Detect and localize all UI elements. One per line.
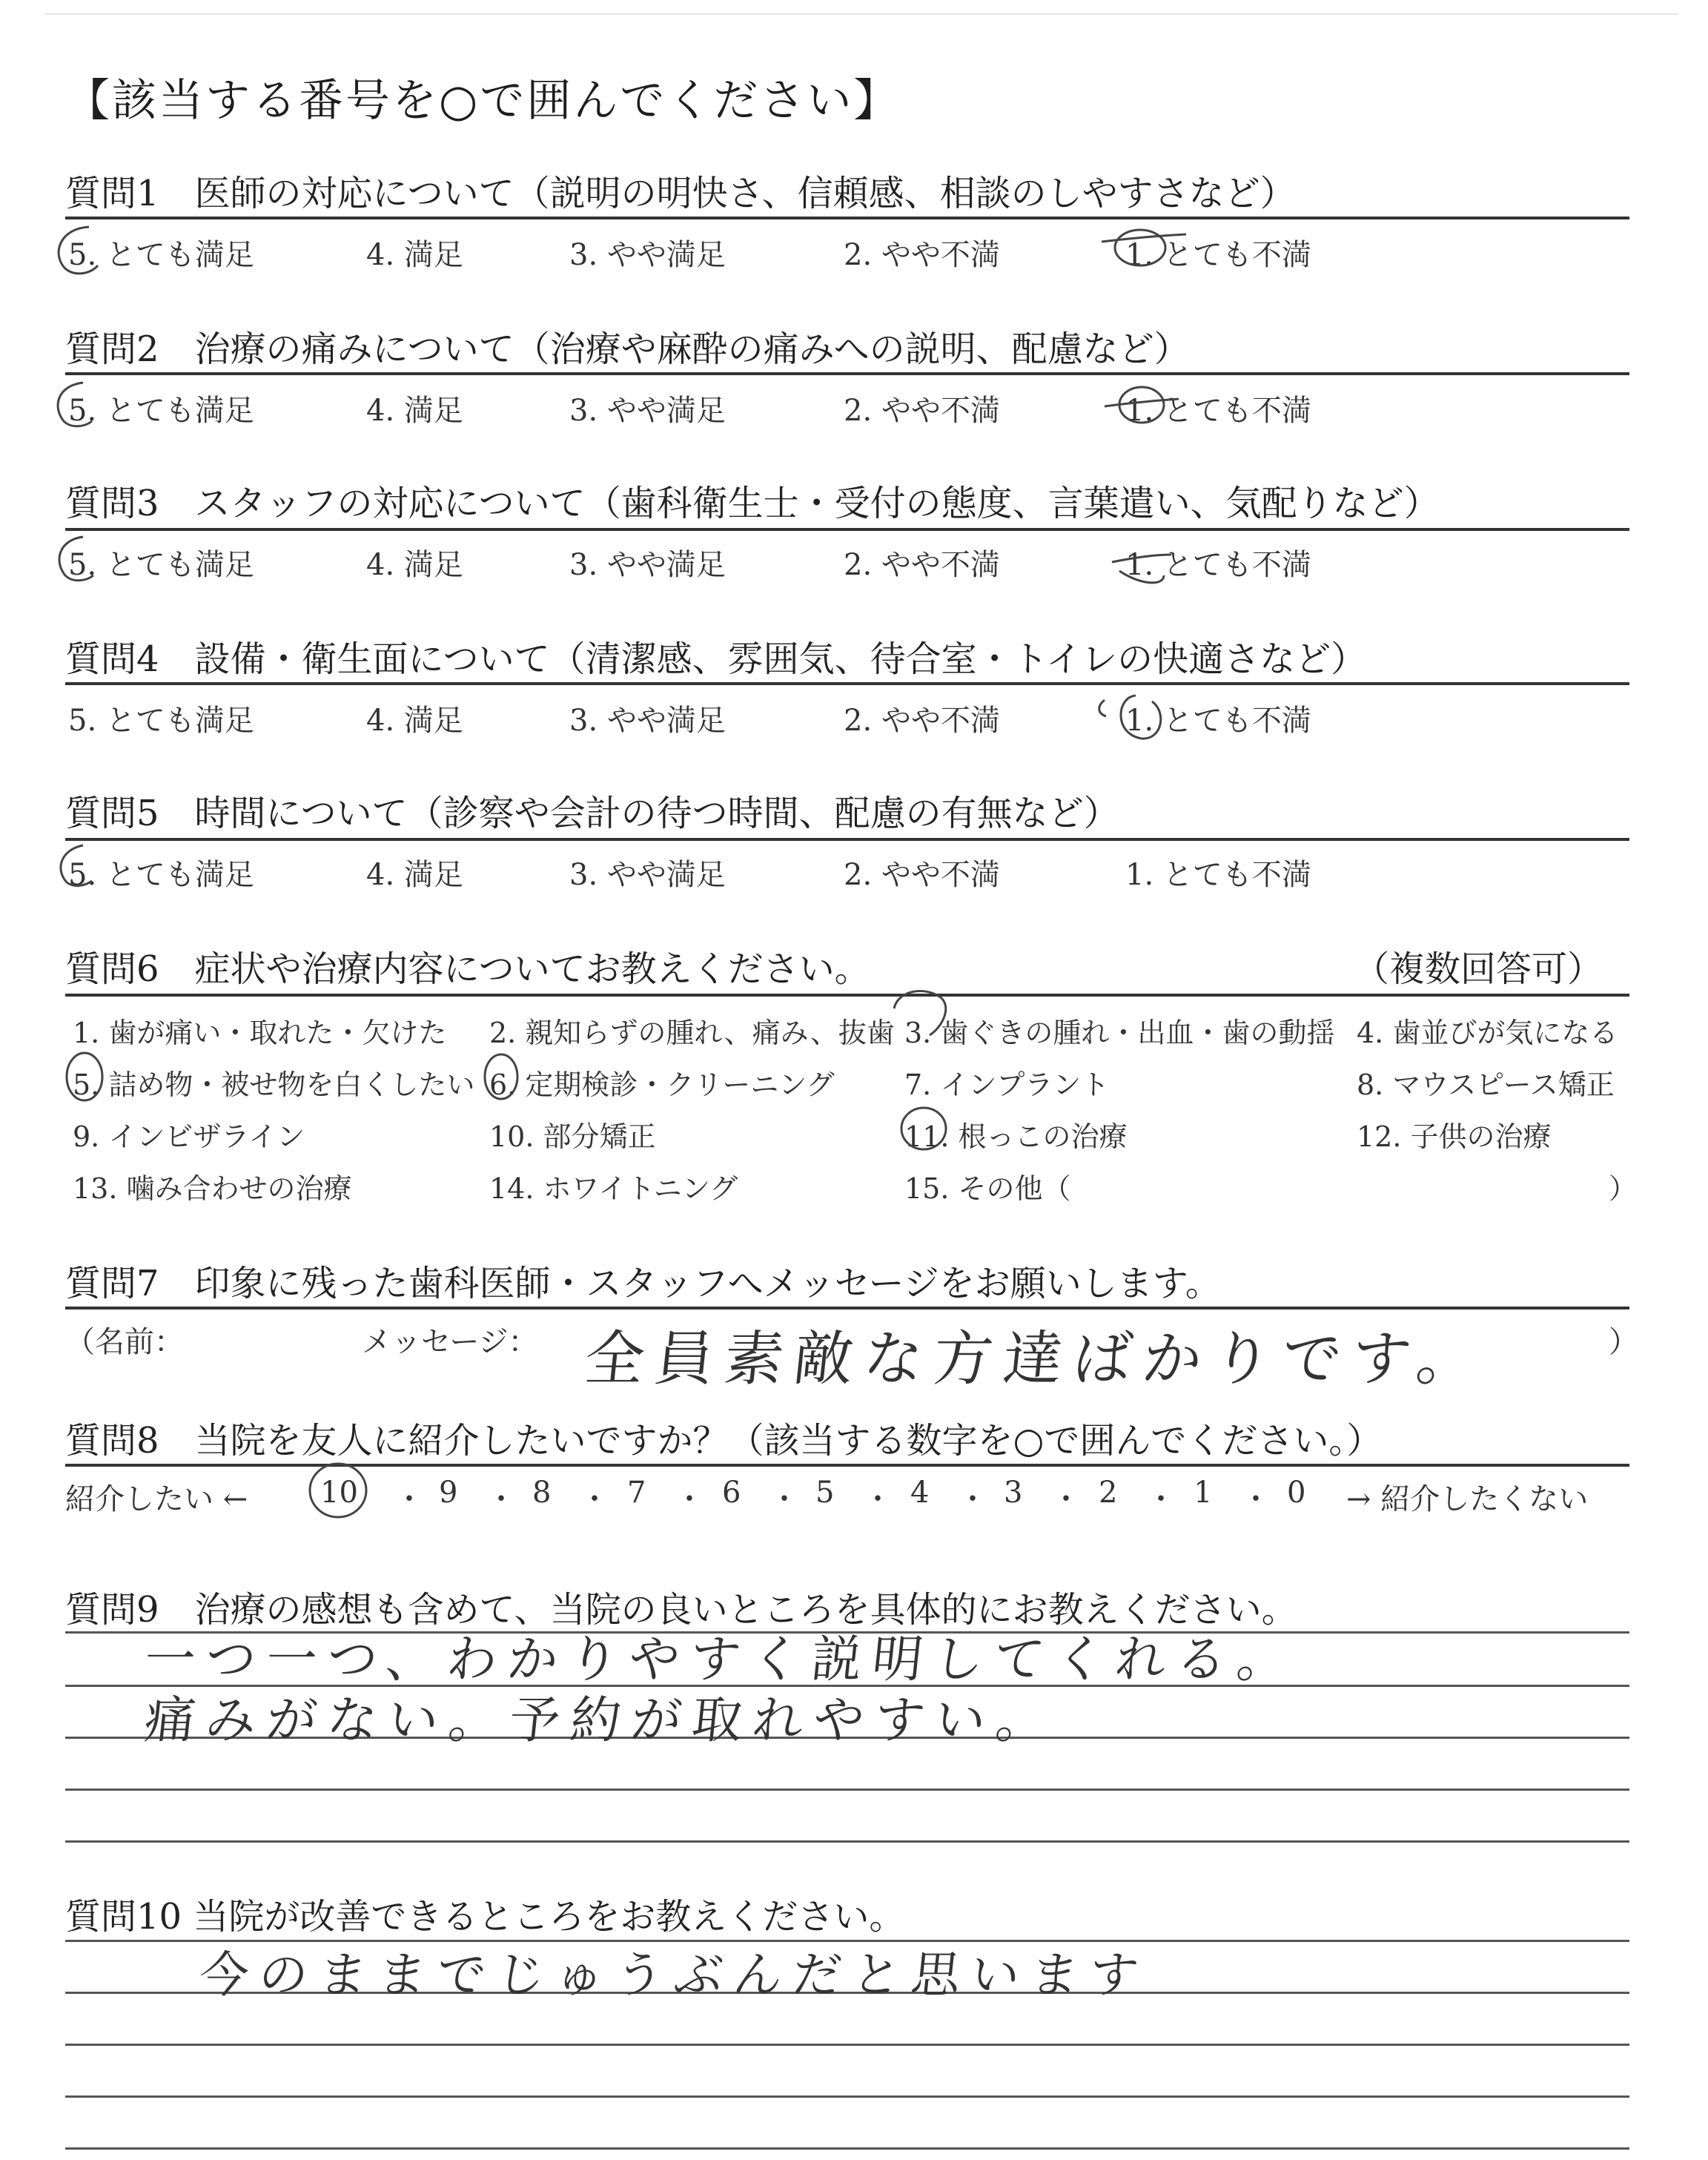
q2-option-5[interactable]: 5. とても満足 (68, 394, 254, 428)
q4-circle-1 (1099, 696, 1161, 739)
message-handwriting[interactable]: 全員素敵な方達ばかりです。 (581, 1324, 1490, 1393)
q9-answer-line-2[interactable]: 痛みがない。予約が取れやすい。 (142, 1691, 1060, 1750)
recommend-7[interactable]: 7 (627, 1476, 646, 1510)
symptom-7[interactable]: 7. インプラント (904, 1069, 1110, 1101)
question-4: 質問4 設備・衛生面について（清潔感、雰囲気、待合室・トイレの快適さなど） (65, 638, 1367, 680)
q1-option-2[interactable]: 2. やや不満 (844, 238, 1000, 272)
q2-option-2[interactable]: 2. やや不満 (844, 394, 1000, 428)
recommend-dot: ・ (1241, 1482, 1271, 1516)
recommend-0[interactable]: 0 (1287, 1476, 1306, 1510)
symptom-6-circle (485, 1054, 517, 1099)
recommend-dot: ・ (580, 1482, 609, 1516)
symptom-12[interactable]: 12. 子供の治療 (1357, 1120, 1552, 1153)
symptom-15[interactable]: 15. その他（ (904, 1172, 1071, 1205)
q4-option-4[interactable]: 4. 満足 (366, 704, 463, 738)
symptom-4[interactable]: 4. 歯並びが気になる (1357, 1017, 1618, 1049)
question-8: 質問8 当院を友人に紹介したいですか？（該当する数字を○で囲んでください。） (65, 1420, 1383, 1462)
q4-option-5[interactable]: 5. とても満足 (68, 704, 254, 738)
q2-option-1[interactable]: 1. とても不満 (1125, 394, 1311, 428)
recommend-dot: ・ (394, 1482, 424, 1516)
question-6-note: （複数回答可） (1354, 948, 1603, 990)
q3-option-2[interactable]: 2. やや不満 (844, 548, 1000, 582)
symptom-1[interactable]: 1. 歯が痛い・取れた・欠けた (73, 1017, 447, 1049)
q10-answer[interactable]: 今のままでじゅうぶんだと思います (196, 1946, 1152, 2004)
q2-circle-1 (1119, 387, 1164, 423)
symptom-13[interactable]: 13. 噛み合わせの治療 (73, 1172, 352, 1205)
recommend-2[interactable]: 2 (1099, 1476, 1118, 1510)
q2-option-3[interactable]: 3. やや満足 (569, 394, 726, 428)
message-label: メッセージ： (362, 1325, 538, 1359)
recommend-1[interactable]: 1 (1194, 1476, 1213, 1510)
q4-option-1[interactable]: 1. とても不満 (1125, 704, 1311, 738)
symptom-5[interactable]: 5. 詰め物・被せ物を白くしたい (73, 1069, 475, 1101)
q2-strike-1 (1105, 399, 1179, 406)
recommend-dot: ・ (486, 1482, 516, 1516)
recommend-3[interactable]: 3 (1004, 1476, 1023, 1510)
q3-option-5[interactable]: 5. とても満足 (68, 548, 254, 582)
symptom-6[interactable]: 6. 定期検診・クリーニング (489, 1069, 835, 1101)
q9-answer-line-1[interactable]: 一つ一つ、わかりやすく説明してくれる。 (142, 1631, 1301, 1689)
q5-option-3[interactable]: 3. やや満足 (569, 858, 726, 892)
recommend-6[interactable]: 6 (722, 1476, 741, 1510)
q1-option-4[interactable]: 4. 満足 (366, 238, 463, 272)
q5-option-1[interactable]: 1. とても不満 (1125, 858, 1311, 892)
question-6: 質問6 症状や治療内容についてお教えください。 (65, 948, 870, 990)
symptom-8[interactable]: 8. マウスピース矯正 (1357, 1069, 1615, 1101)
recommend-5[interactable]: 5 (815, 1476, 835, 1510)
symptom-11-circle (901, 1108, 946, 1149)
q2-circle-5 (58, 383, 92, 426)
question-3: 質問3 スタッフの対応について（歯科衛生士・受付の態度、言葉遣い、気配りなど） (65, 483, 1440, 524)
symptom-11[interactable]: 11. 根っこの治療 (904, 1120, 1128, 1153)
q3-option-3[interactable]: 3. やや満足 (569, 548, 726, 582)
recommend-dot: ・ (769, 1482, 799, 1516)
symptom-3-circle (894, 991, 946, 1035)
q2-option-4[interactable]: 4. 満足 (366, 394, 463, 428)
recommend-8[interactable]: 8 (532, 1476, 552, 1510)
q3-option-1[interactable]: 1. とても不満 (1125, 548, 1311, 582)
recommend-dot: ・ (675, 1482, 704, 1516)
q1-option-5[interactable]: 5. とても満足 (68, 238, 254, 272)
recommend-10-circle (310, 1464, 366, 1517)
recommend-dot: ・ (1146, 1482, 1176, 1516)
symptom-2[interactable]: 2. 親知らずの腫れ、痛み、抜歯 (489, 1017, 895, 1049)
recommend-dot: ・ (1051, 1482, 1081, 1516)
q5-option-5[interactable]: 5. とても満足 (68, 858, 254, 892)
q1-option-3[interactable]: 3. やや満足 (569, 238, 726, 272)
recommend-dot: ・ (958, 1482, 987, 1516)
question-7: 質問7 印象に残った歯科医師・スタッフへメッセージをお願いします。 (65, 1263, 1221, 1304)
q3-circle-1 (1112, 555, 1171, 583)
recommend-dot: ・ (863, 1482, 893, 1516)
question-2: 質問2 治療の痛みについて（治療や麻酔の痛みへの説明、配慮など） (65, 328, 1190, 370)
q4-option-2[interactable]: 2. やや不満 (844, 704, 1000, 738)
q1-option-1[interactable]: 1. とても不満 (1125, 238, 1311, 272)
q1-strike-1 (1102, 234, 1186, 242)
symptom-3[interactable]: 3. 歯ぐきの腫れ・出血・歯の動揺 (904, 1017, 1335, 1049)
name-label: （名前： (65, 1325, 184, 1359)
question-1: 質問1 医師の対応について（説明の明快さ、信頼感、相談のしやすさなど） (65, 173, 1296, 214)
symptom-10[interactable]: 10. 部分矯正 (489, 1120, 656, 1153)
recommend-10[interactable]: 10 (320, 1476, 358, 1510)
recommend-9[interactable]: 9 (439, 1476, 458, 1510)
q1-circle-5 (59, 227, 98, 274)
recommend-right-label: → 紹介したくない (1346, 1482, 1589, 1516)
q7-close: ） (1609, 1325, 1638, 1359)
q5-option-4[interactable]: 4. 満足 (366, 858, 463, 892)
question-5: 質問5 時間について（診察や会計の待つ時間、配慮の有無など） (65, 793, 1119, 834)
symptom-9[interactable]: 9. インビザライン (73, 1120, 305, 1153)
symptom-5-circle (67, 1053, 102, 1100)
question-9: 質問9 治療の感想も含めて、当院の良いところを具体的にお教えください。 (65, 1589, 1297, 1631)
q5-option-2[interactable]: 2. やや不満 (844, 858, 1000, 892)
question-10: 質問10 当院が改善できるところをお教えください。 (65, 1896, 905, 1938)
symptom-14[interactable]: 14. ホワイトニング (489, 1172, 738, 1205)
recommend-left-label: 紹介したい ← (65, 1482, 248, 1516)
symptom-15-close: ） (1609, 1172, 1638, 1205)
q3-circle-5 (59, 537, 93, 581)
page-title: 【該当する番号を○で囲んでください】 (65, 75, 901, 127)
q3-option-4[interactable]: 4. 満足 (366, 548, 463, 582)
recommend-4[interactable]: 4 (910, 1476, 930, 1510)
q5-circle-5 (61, 845, 92, 885)
q4-option-3[interactable]: 3. やや満足 (569, 704, 726, 738)
